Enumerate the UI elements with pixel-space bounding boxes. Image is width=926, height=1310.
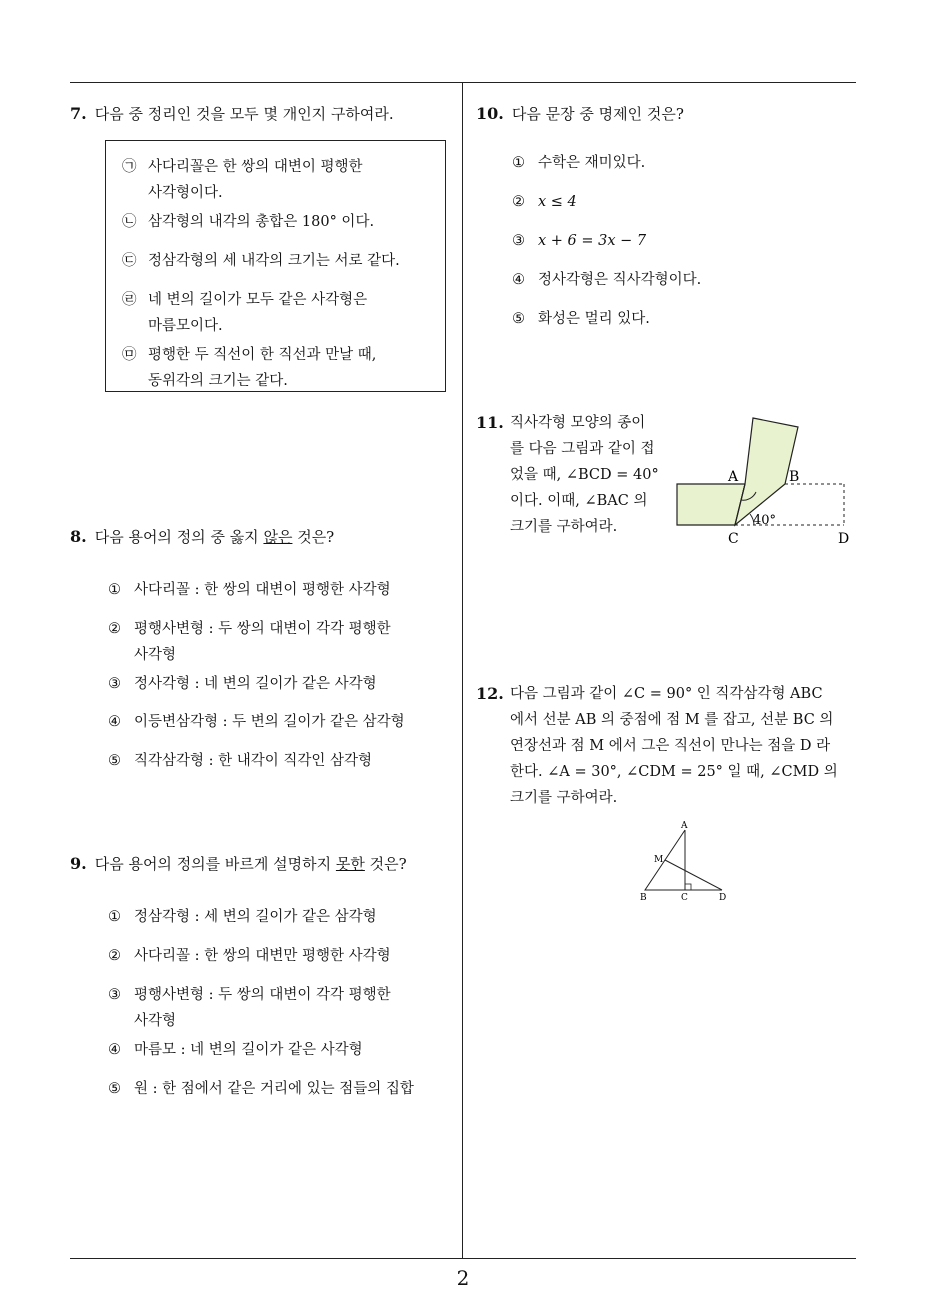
question-10-number: 10. <box>476 104 504 123</box>
segment-md <box>665 860 722 890</box>
column-divider <box>462 83 463 1258</box>
q12-triangle-figure <box>630 818 734 906</box>
page-number: 2 <box>456 1266 470 1290</box>
q11-line-4: 이다. 이때, ∠BAC 의 <box>510 493 648 509</box>
q9-option-2: ② 사다리꼴 : 한 쌍의 대변만 평행한 사각형 <box>108 948 391 964</box>
q7-item-4: ㉣ 네 변의 길이가 모두 같은 사각형은 <box>122 292 368 308</box>
q10-option-3: ③ x + 6 = 3x − 7 <box>512 233 647 249</box>
q9-option-4: ④ 마름모 : 네 변의 길이가 같은 사각형 <box>108 1042 363 1058</box>
q12-line-4: 한다. ∠A = 30°, ∠CDM = 25° 일 때, ∠CMD 의 <box>510 764 838 780</box>
q8-option-3: ③ 정사각형 : 네 변의 길이가 같은 사각형 <box>108 676 377 692</box>
label-b: B <box>640 893 647 903</box>
question-8: 8. 다음 용어의 정의 중 옳지 않은 것은? <box>70 527 335 546</box>
top-rule <box>70 82 856 83</box>
q7-item-5: ㉤ 평행한 두 직선이 한 직선과 만날 때, <box>122 347 377 363</box>
q8-option-4: ④ 이등변삼각형 : 두 변의 길이가 같은 삼각형 <box>108 714 405 730</box>
right-angle-mark <box>685 884 691 890</box>
label-c: C <box>728 531 739 547</box>
angle-label: 40° <box>753 513 777 528</box>
question-8-number: 8. <box>70 527 87 546</box>
q9-option-3-cont: 사각형 <box>134 1013 177 1029</box>
q11-line-5: 크기를 구하여라. <box>510 519 618 535</box>
question-10-text: 다음 문장 중 명제인 것은? <box>511 105 684 123</box>
q7-item-4-cont: 마름모이다. <box>148 318 223 334</box>
question-9: 9. 다음 용어의 정의를 바르게 설명하지 못한 것은? <box>70 854 407 873</box>
q7-item-5-cont: 동위각의 크기는 같다. <box>148 373 288 389</box>
q10-option-1: ① 수학은 재미있다. <box>512 155 646 171</box>
question-10 <box>476 101 684 127</box>
label-a: A <box>728 469 739 485</box>
q8-option-5: ⑤ 직각삼각형 : 한 내각이 직각인 삼각형 <box>108 753 373 769</box>
underlined-word: 못한 <box>335 855 365 873</box>
q12-line-2: 에서 선분 AB 의 중점에 점 M 를 잡고, 선분 BC 의 <box>510 712 834 728</box>
q7-item-2: ㉡ 삼각형의 내각의 총합은 180° 이다. <box>122 214 375 230</box>
question-11-number-wrap <box>476 410 512 436</box>
q7-item-3: ㉢ 정삼각형의 세 내각의 크기는 서로 같다. <box>122 253 400 269</box>
q12-line-3: 연장선과 점 M 에서 그은 직선이 만나는 점을 D 라 <box>510 738 831 754</box>
q11-line-1: 직사각형 모양의 종이 <box>510 415 646 431</box>
label-a: A <box>681 821 688 831</box>
question-12-number-wrap <box>476 681 512 707</box>
label-d: D <box>719 893 727 903</box>
q10-option-4: ④ 정사각형은 직사각형이다. <box>512 272 702 288</box>
q8-option-2-cont: 사각형 <box>134 647 177 663</box>
label-m: M <box>654 855 664 865</box>
q12-line-5: 크기를 구하여라. <box>510 790 618 806</box>
q9-option-3: ③ 평행사변형 : 두 쌍의 대변이 각각 평행한 <box>108 987 391 1003</box>
label-b: B <box>789 469 800 485</box>
q8-option-1: ① 사다리꼴 : 한 쌍의 대변이 평행한 사각형 <box>108 582 391 598</box>
q11-line-3: 었을 때, ∠BCD = 40° <box>510 467 659 483</box>
q7-item-1: ㉠ 사다리꼴은 한 쌍의 대변이 평행한 <box>122 159 363 175</box>
label-c: C <box>681 893 688 903</box>
question-12-number: 12. <box>476 684 504 703</box>
q10-option-2: ② x ≤ 4 <box>512 194 577 210</box>
q7-item-1-cont: 사각형이다. <box>148 185 223 201</box>
q12-line-1: 다음 그림과 같이 ∠C = 90° 인 직각삼각형 ABC <box>510 686 823 702</box>
q9-option-1: ① 정삼각형 : 세 변의 길이가 같은 삼각형 <box>108 909 377 925</box>
question-9-number: 9. <box>70 854 87 873</box>
question-7-text: 다음 중 정리인 것을 모두 몇 개인지 구하여라. <box>94 105 394 123</box>
underlined-word: 않은 <box>263 528 293 546</box>
paper-left-part <box>677 484 745 525</box>
label-d: D <box>838 531 850 547</box>
q11-folded-paper-figure <box>670 412 856 548</box>
question-7-number: 7. <box>70 104 87 123</box>
question-7 <box>70 101 394 127</box>
q9-option-5: ⑤ 원 : 한 점에서 같은 거리에 있는 점들의 집합 <box>108 1081 414 1097</box>
q11-line-2: 를 다음 그림과 같이 접 <box>510 441 655 457</box>
q10-option-5: ⑤ 화성은 멀리 있다. <box>512 311 650 327</box>
question-11-number: 11. <box>476 413 504 432</box>
bottom-rule <box>70 1258 856 1259</box>
q8-option-2: ② 평행사변형 : 두 쌍의 대변이 각각 평행한 <box>108 621 391 637</box>
